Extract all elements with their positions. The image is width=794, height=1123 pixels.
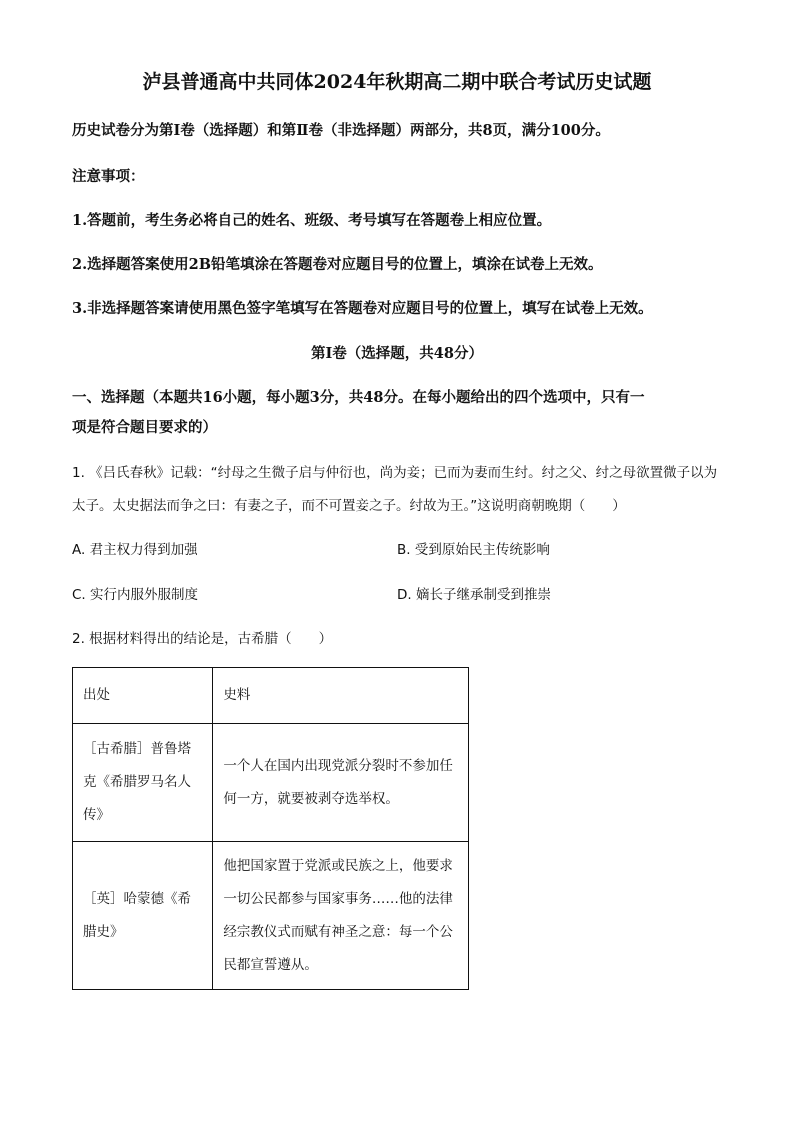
question-2-stem: 2. 根据材料得出的结论是，古希腊（ ） bbox=[72, 631, 333, 647]
note-item-3: 3.非选择题答案请使用黑色签字笔填写在答题卷对应题目号的位置上，填写在试卷上无效。 bbox=[72, 300, 653, 317]
question-1-option-b: B. 受到原始民主传统影响 bbox=[397, 542, 550, 558]
table-cell-source: ［古希腊］普鲁塔克《希腊罗马名人传》 bbox=[73, 724, 213, 842]
exam-page bbox=[72, 0, 722, 1123]
notes-heading: 注意事项： bbox=[72, 168, 145, 185]
table-header-source: 出处 bbox=[73, 668, 213, 724]
question-1-option-d: D. 嫡长子继承制受到推崇 bbox=[397, 587, 551, 603]
exam-title: 泸县普通高中共同体2024年秋期高二期中联合考试历史试题 bbox=[142, 71, 652, 93]
question-1-option-c: C. 实行内服外服制度 bbox=[72, 587, 199, 603]
question-1-stem: 1. 《吕氏春秋》记载：“纣母之生微子启与仲衍也，尚为妾；已而为妻而生纣。纣之父、纣之母欲置微子以为太子。太史据法而争之曰：有妻之子，而不可置妾之子。纣故为王。”这说明商朝晚期（ ） bbox=[72, 465, 718, 514]
table-row bbox=[73, 724, 469, 842]
exam-intro: 历史试卷分为第Ⅰ卷（选择题）和第Ⅱ卷（非选择题）两部分，共8页，满分100分。 bbox=[72, 122, 610, 139]
section1-line1: 一、选择题（本题共16小题，每小题3分，共48分。在每小题给出的四个选项中，只有一 bbox=[72, 389, 645, 406]
note-item-1: 1.答题前，考生务必将自己的姓名、班级、考号填写在答题卷上相应位置。 bbox=[72, 212, 552, 229]
table-header-row bbox=[73, 668, 469, 724]
question-1-option-a: A. 君主权力得到加强 bbox=[72, 542, 198, 558]
table-header-material: 史料 bbox=[213, 668, 469, 724]
table-cell-source: ［英］哈蒙德《希腊史》 bbox=[73, 842, 213, 990]
table-row bbox=[73, 842, 469, 990]
table-cell-material: 一个人在国内出现党派分裂时不参加任何一方，就要被剥夺选举权。 bbox=[213, 724, 469, 842]
question-2-source-table bbox=[72, 667, 469, 990]
table-cell-material: 他把国家置于党派或民族之上，他要求一切公民都参与国家事务……他的法律经宗教仪式而赋有神圣之意：每一个公民都宣誓遵从。 bbox=[213, 842, 469, 990]
section1-line2: 项是符合题目要求的） bbox=[72, 419, 217, 436]
note-item-2: 2.选择题答案使用2B铅笔填涂在答题卷对应题目号的位置上，填涂在试卷上无效。 bbox=[72, 256, 603, 273]
part1-heading: 第Ⅰ卷（选择题，共48分） bbox=[311, 345, 483, 362]
